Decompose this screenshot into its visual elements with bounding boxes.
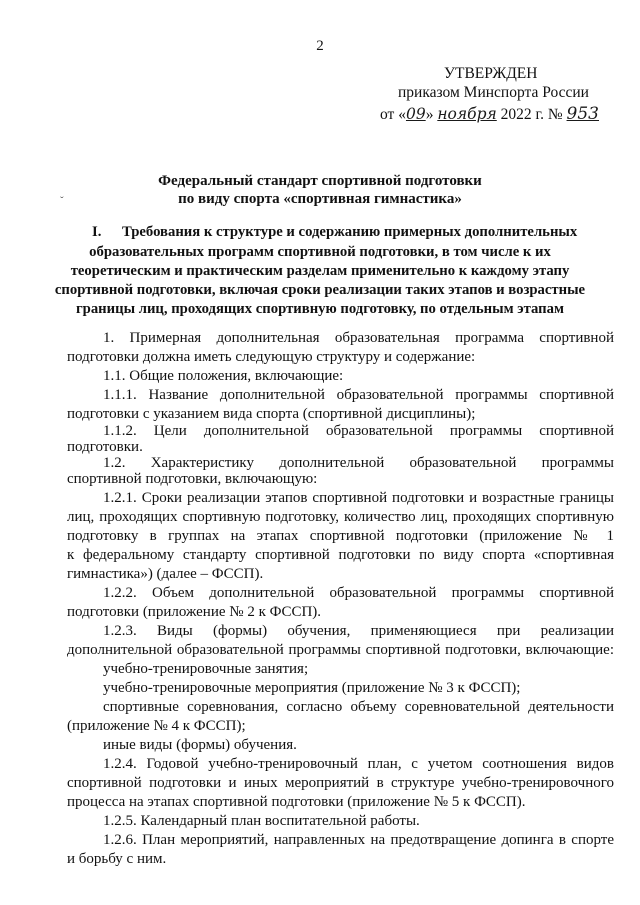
section-numeral: I. [92, 224, 102, 240]
handwritten-day: 09 [405, 105, 426, 123]
section-line-1: Требования к структуре и содержанию примерных дополнительных [122, 224, 578, 240]
body-line: подготовку в группах на этапах спортивной подготовки (приложение № 1 [67, 528, 614, 544]
standard-title-line-2: по виду спорта «спортивная гимнастика» [178, 191, 462, 207]
body-line: подготовки (приложение № 2 к ФССП). [67, 604, 322, 620]
body-line: 1.2.5. Календарный план воспитательной работы. [103, 813, 420, 829]
handwritten-month: ноября [437, 105, 497, 123]
approval-date-prefix: от « [380, 106, 406, 123]
body-line: учебно-тренировочные мероприятия (приложение № 3 к ФССП); [103, 680, 521, 696]
body-line: спортивной подготовки и иных мероприятий в структуре учебно-тренировочного [67, 775, 614, 791]
body-line: учебно-тренировочные занятия; [103, 661, 309, 677]
body-line: дополнительной образовательной программы спортивной подготовки, включающие: [67, 642, 614, 658]
body-line: спортивной подготовки, включающую: [67, 471, 318, 487]
body-line: 1.2.3. Виды (формы) обучения, применяющиеся при реализации [103, 623, 614, 639]
body-line: гимнастика») (далее – ФССП). [67, 566, 264, 582]
approval-date-line [380, 104, 599, 124]
section-line-2: образовательных программ спортивной подготовки, в том числе к их [89, 244, 551, 260]
approval-title: УТВЕРЖДЕН [444, 65, 538, 82]
body-line: 1.2.2. Объем дополнительной образовательной программы спортивной [103, 585, 614, 601]
standard-title-line-1: Федеральный стандарт спортивной подготовки [158, 173, 482, 189]
body-line: лиц, проходящих спортивную подготовку, количество лиц, проходящих спортивную [67, 509, 614, 525]
body-line: 1.1.2. Цели дополнительной образовательной программы спортивной [103, 423, 614, 439]
handwritten-number: 953 [566, 104, 599, 124]
body-line: (приложение № 4 к ФССП); [67, 718, 246, 734]
body-line: иные виды (формы) обучения. [103, 737, 297, 753]
approval-date-mid: » [425, 106, 438, 123]
page-number: 2 [316, 38, 324, 54]
body-line: к федеральному стандарту спортивной подготовки по виду спорта «спортивная [67, 547, 614, 563]
body-line: спортивные соревнования, согласно объему соревновательной деятельности [103, 699, 614, 715]
section-line-3: теоретическим и практическим разделам применительно к каждому этапу [70, 263, 570, 279]
body-line: 1.2.6. План мероприятий, направленных на предотвращение допинга в спорте [103, 832, 614, 848]
approval-date-year: 2022 г. № [496, 106, 567, 123]
section-line-4: спортивной подготовки, включая сроки реализации таких этапов и возрастные [54, 282, 586, 298]
section-line-5: границы лиц, проходящих спортивную подготовку, по отдельным этапам [76, 301, 564, 317]
body-line: 1. Примерная дополнительная образовательная программа спортивной [103, 330, 614, 346]
body-line: подготовки. [67, 439, 143, 455]
body-line: подготовки с указанием вида спорта (спортивной дисциплины); [67, 406, 476, 422]
body-line: 1.2. Характеристику дополнительной образовательной программы [103, 455, 614, 471]
approval-order-line: приказом Минспорта России [398, 84, 589, 101]
body-line: подготовки должна иметь следующую структуру и содержание: [67, 349, 476, 365]
body-line: и борьбу с ним. [67, 851, 167, 867]
body-line: 1.1. Общие положения, включающие: [103, 368, 344, 384]
body-line: 1.1.1. Название дополнительной образовательной программы спортивной [103, 387, 614, 403]
body-line: 1.2.1. Сроки реализации этапов спортивной подготовки и возрастные границы [103, 490, 614, 506]
body-line: 1.2.4. Годовой учебно-тренировочный план, с учетом соотношения видов [103, 756, 614, 772]
margin-mark: ˇ [60, 195, 64, 207]
body-line: процесса на этапах спортивной подготовки (приложение № 5 к ФССП). [67, 794, 526, 810]
